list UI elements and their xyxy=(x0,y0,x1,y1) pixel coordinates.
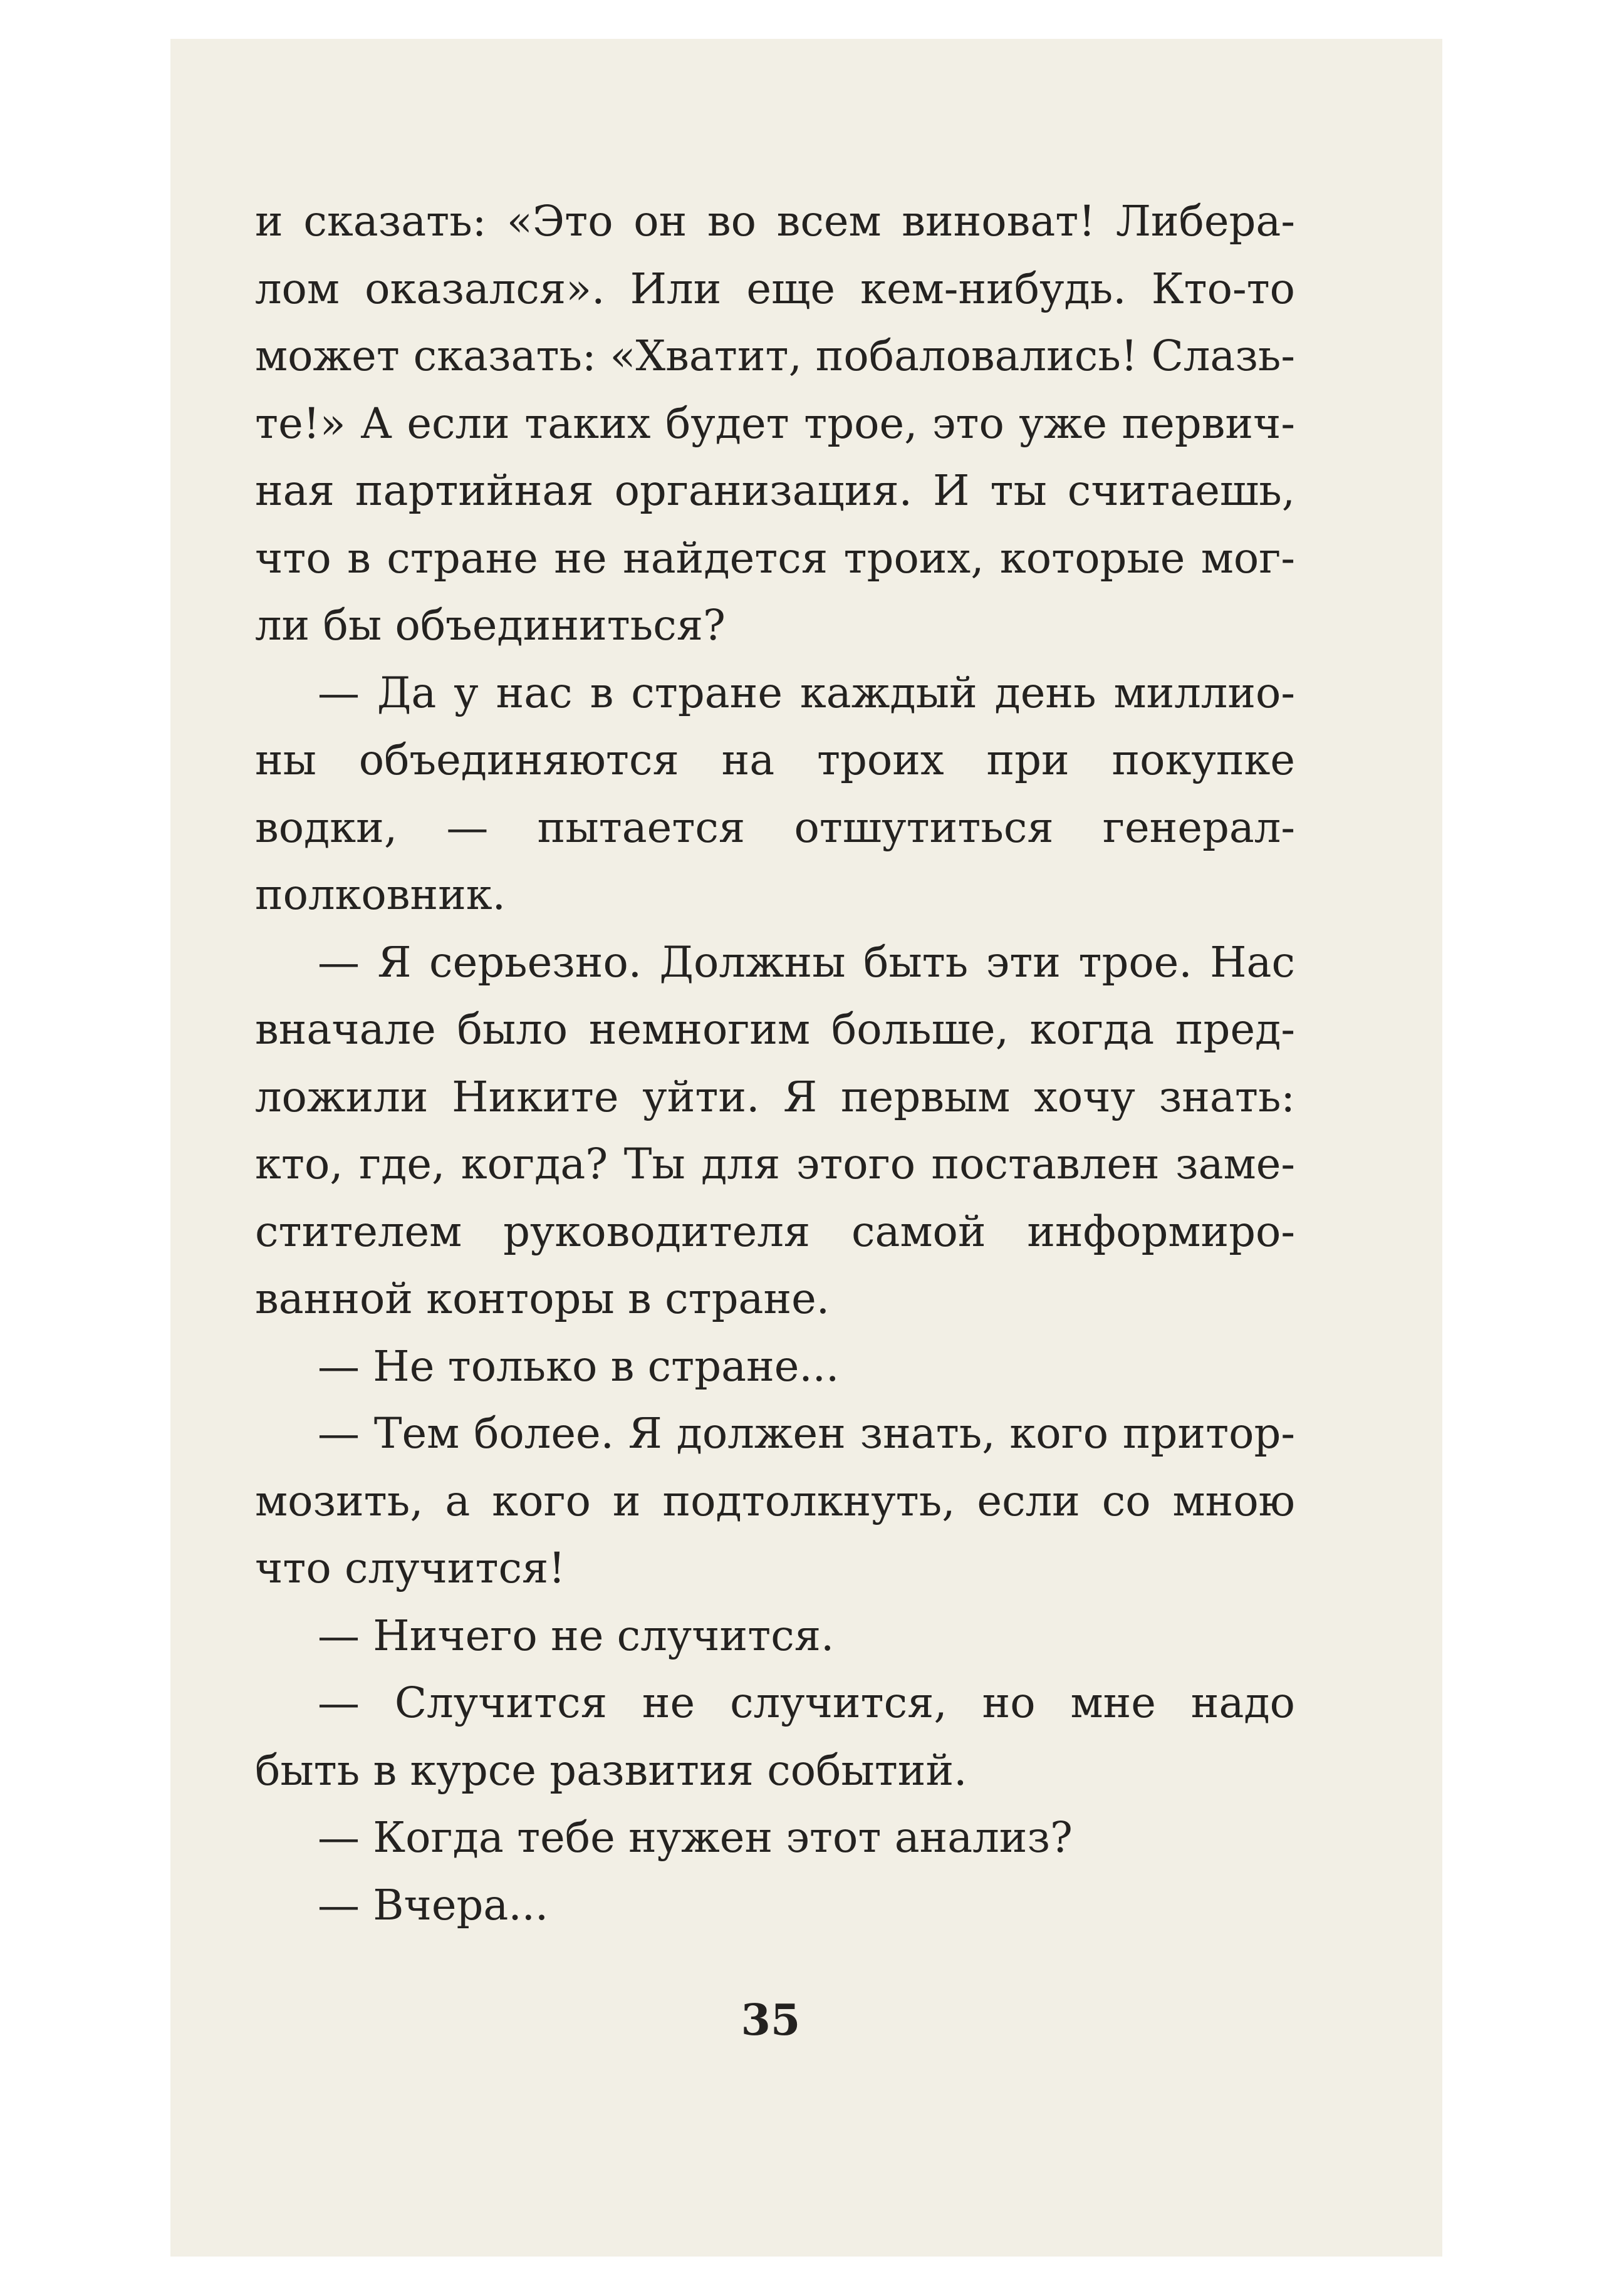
text-line: ны объединяются на троих при покупке xyxy=(255,735,1295,784)
text-line: вначале было немногим больше, когда пред- xyxy=(255,1005,1295,1054)
text-line: ванной конторы в стране. xyxy=(255,1274,830,1323)
page-number: 35 xyxy=(741,1995,801,2045)
text-line: лом оказался». Или еще кем-нибудь. Кто-то xyxy=(255,264,1295,313)
text-line: стителем руководителя самой информиро- xyxy=(255,1207,1295,1256)
text-line: ложили Никите уйти. Я первым хочу знать: xyxy=(255,1072,1295,1121)
text-line: — Ничего не случится. xyxy=(318,1611,835,1660)
text-line: — Когда тебе нужен этот анализ? xyxy=(318,1813,1073,1862)
text-line: — Вчера... xyxy=(318,1880,549,1930)
text-line: — Да у нас в стране каждый день миллио- xyxy=(318,668,1295,717)
text-line: те!» А если таких будет трое, это уже первич- xyxy=(255,398,1295,448)
text-line: ная партийная организация. И ты считаешь, xyxy=(255,466,1295,515)
text-line: — Тем более. Я должен знать, кого притор- xyxy=(318,1409,1295,1458)
text-line: что в стране не найдется троих, которые мог- xyxy=(255,533,1295,583)
text-line: ли бы объединиться? xyxy=(255,601,726,650)
text-line: водки, — пытается отшутиться генерал- xyxy=(255,803,1295,852)
text-line: и сказать: «Это он во всем виноват! Либера- xyxy=(255,197,1295,246)
text-line: — Случится не случится, но мне надо xyxy=(318,1678,1295,1727)
text-line: может сказать: «Хватит, побаловались! Слазь- xyxy=(255,331,1295,380)
text-line: — Я серьезно. Должны быть эти трое. Нас xyxy=(318,937,1295,987)
page-body-text xyxy=(255,188,1295,1939)
text-line: что случится! xyxy=(255,1544,566,1592)
text-line: — Не только в стране... xyxy=(318,1341,840,1391)
text-line: быть в курсе развития событий. xyxy=(255,1745,967,1795)
text-line: кто, где, когда? Ты для этого поставлен заме- xyxy=(255,1140,1295,1188)
text-line: полковник. xyxy=(255,870,506,919)
text-line: мозить, а кого и подтолкнуть, если со мною xyxy=(255,1476,1295,1525)
